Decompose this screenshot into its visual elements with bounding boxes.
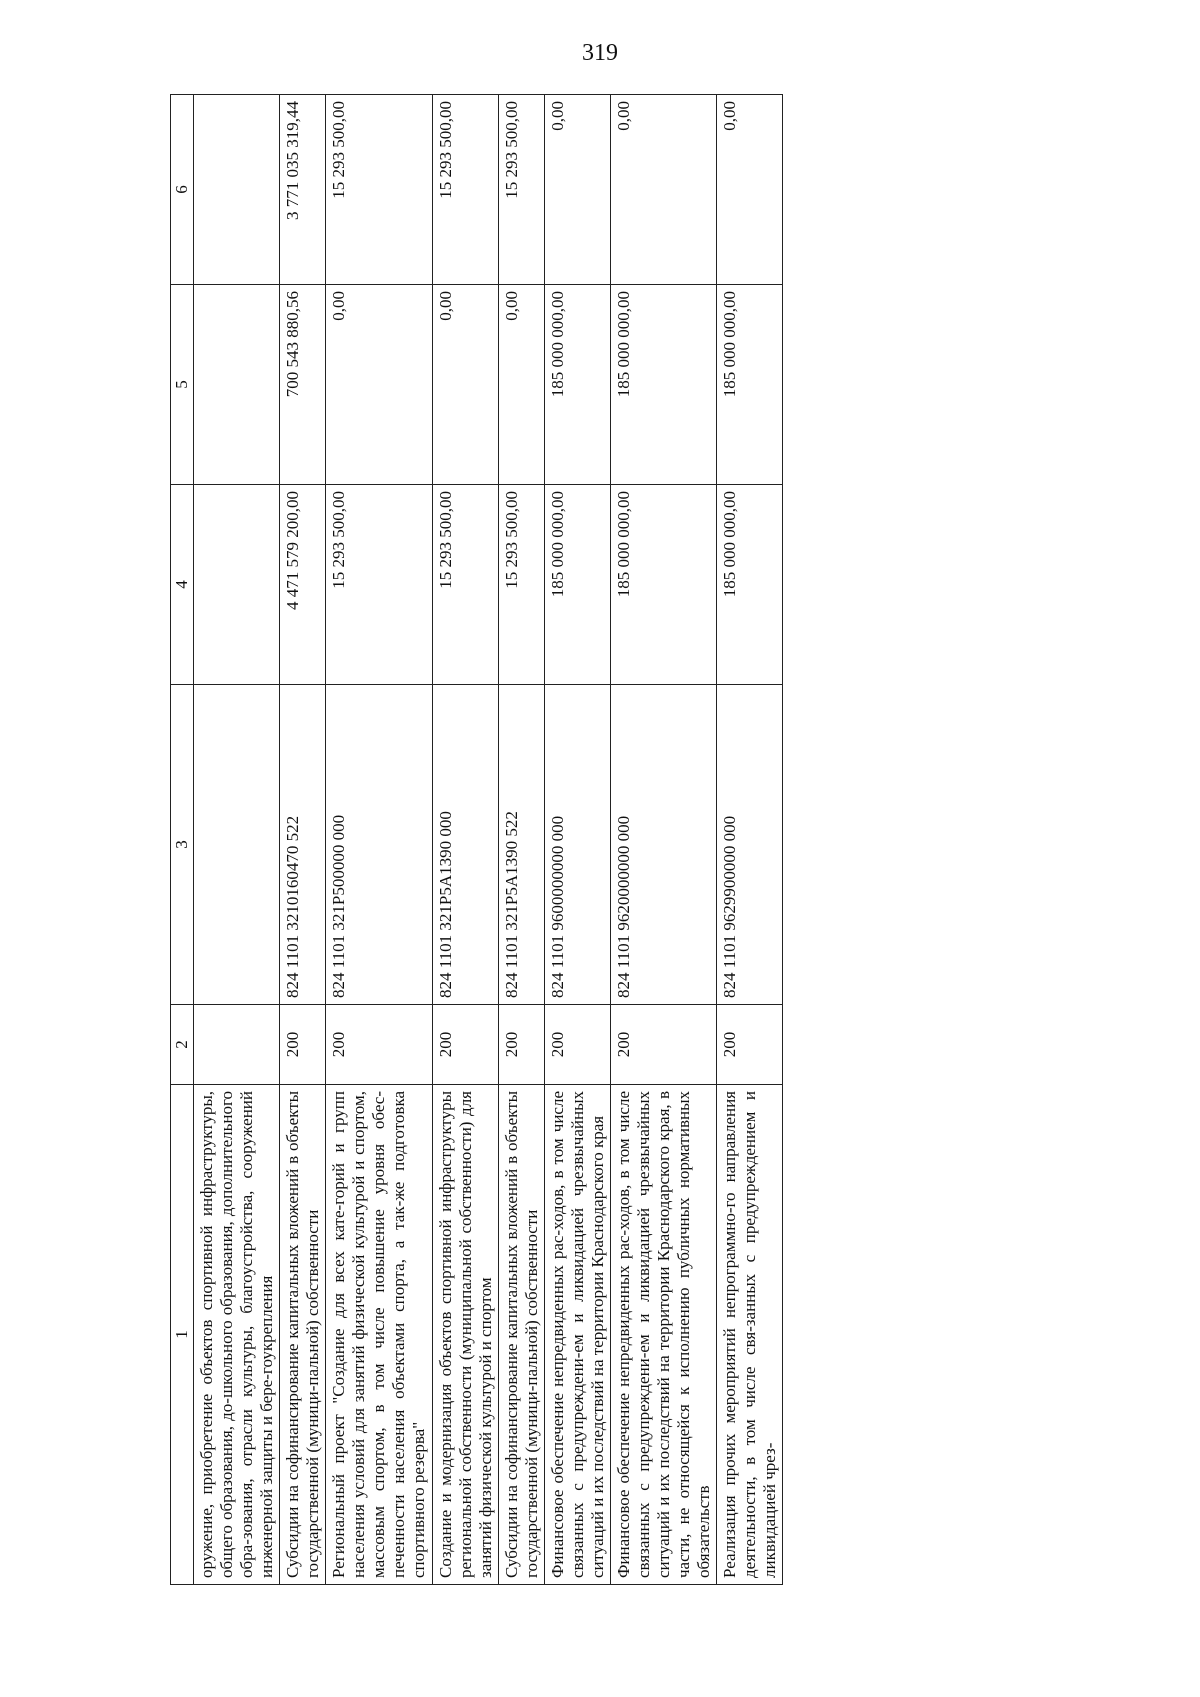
row-value-5: 185 000 000,00 [544, 285, 610, 485]
table-row [280, 95, 326, 1585]
column-header-5: 5 [171, 285, 194, 485]
row-kbk: 824 1101 9600000000 000 [544, 685, 610, 1005]
row-name: Субсидии на софинансирование капитальных вложений в объекты государственной (муници-пальной) собственности [280, 1085, 326, 1585]
row-name: Реализация прочих мероприятий непрограммно-го направления деятельности, в том числе свя-занных с предупреждением и ликвидацией чрез- [717, 1085, 783, 1585]
row-kbk: 824 1101 321P500000 000 [326, 685, 432, 1005]
row-value-6: 0,00 [610, 95, 716, 285]
row-value-4: 185 000 000,00 [610, 485, 716, 685]
table-header-row [171, 95, 194, 1585]
row-name: Субсидии на софинансирование капитальных вложений в объекты государственной (муници-пальной) собственности [498, 1085, 544, 1585]
row-value-5: 185 000 000,00 [610, 285, 716, 485]
row-kbk: 824 1101 3210160470 522 [280, 685, 326, 1005]
row-name: Создание и модернизация объектов спортивной инфраструктуры региональной собственности (муниципальной собственности) для занятий физической культурой и спортом [432, 1085, 498, 1585]
page-number: 319 [582, 40, 618, 66]
row-value-4: 185 000 000,00 [544, 485, 610, 685]
table-row [194, 95, 280, 1585]
row-name: Финансовое обеспечение непредвиденных рас-ходов, в том числе связанных с предупреждени-ем и ликвидацией чрезвычайных ситуаций и их последствий на территории Краснодарского края [544, 1085, 610, 1585]
row-value-6: 15 293 500,00 [326, 95, 432, 285]
column-header-4: 4 [171, 485, 194, 685]
row-value-4: 15 293 500,00 [326, 485, 432, 685]
column-header-2: 2 [171, 1005, 194, 1085]
row-value-5: 0,00 [498, 285, 544, 485]
row-code: 200 [432, 1005, 498, 1085]
row-name: Региональный проект "Создание для всех кате-горий и групп населения условий для занятий физической культурой и спортом, массовым спортом, в том числе повышение уровня обес-печенности населения объектами спорта, а так-же подготовка спортивного резерва" [326, 1085, 432, 1585]
row-value-4: 185 000 000,00 [717, 485, 783, 685]
column-header-1: 1 [171, 1085, 194, 1585]
row-code: 200 [544, 1005, 610, 1085]
row-kbk [194, 685, 280, 1005]
row-value-6: 15 293 500,00 [498, 95, 544, 285]
row-kbk: 824 1101 9629900000 000 [717, 685, 783, 1005]
row-value-5: 700 543 880,56 [280, 285, 326, 485]
table-row [544, 95, 610, 1585]
table-row [432, 95, 498, 1585]
row-name: оружение, приобретение объектов спортивной инфраструктуры, общего образования, до-школьного образования, дополнительного обра-зования, отрасли культуры, благоустройства, сооружений инженерной защиты и бере-гоукрепления [194, 1085, 280, 1585]
row-value-4: 15 293 500,00 [498, 485, 544, 685]
row-code: 200 [610, 1005, 716, 1085]
row-value-5: 0,00 [432, 285, 498, 485]
row-code: 200 [498, 1005, 544, 1085]
budget-table [170, 94, 783, 1585]
row-kbk: 824 1101 321P5A1390 000 [432, 685, 498, 1005]
row-value-6: 3 771 035 319,44 [280, 95, 326, 285]
row-value-6: 15 293 500,00 [432, 95, 498, 285]
table-row [717, 95, 783, 1585]
row-value-6: 0,00 [717, 95, 783, 285]
table-row [326, 95, 432, 1585]
row-kbk: 824 1101 321P5A1390 522 [498, 685, 544, 1005]
table-row [498, 95, 544, 1585]
row-value-5 [194, 285, 280, 485]
row-code [194, 1005, 280, 1085]
row-value-4: 4 471 579 200,00 [280, 485, 326, 685]
row-value-5: 185 000 000,00 [717, 285, 783, 485]
row-name: Финансовое обеспечение непредвиденных рас-ходов, в том числе связанных с предупреждени-ем и ликвидацией чрезвычайных ситуаций и их последствий на территории Краснодарского края, в части, не относящейся к исполнению публичных нормативных обязательств [610, 1085, 716, 1585]
row-value-4 [194, 485, 280, 685]
row-value-6 [194, 95, 280, 285]
table-row [610, 95, 716, 1585]
column-header-6: 6 [171, 95, 194, 285]
row-code: 200 [280, 1005, 326, 1085]
row-value-5: 0,00 [326, 285, 432, 485]
row-value-4: 15 293 500,00 [432, 485, 498, 685]
rotated-table-container [170, 95, 1070, 1585]
column-header-3: 3 [171, 685, 194, 1005]
row-value-6: 0,00 [544, 95, 610, 285]
row-code: 200 [717, 1005, 783, 1085]
row-code: 200 [326, 1005, 432, 1085]
row-kbk: 824 1101 9620000000 000 [610, 685, 716, 1005]
